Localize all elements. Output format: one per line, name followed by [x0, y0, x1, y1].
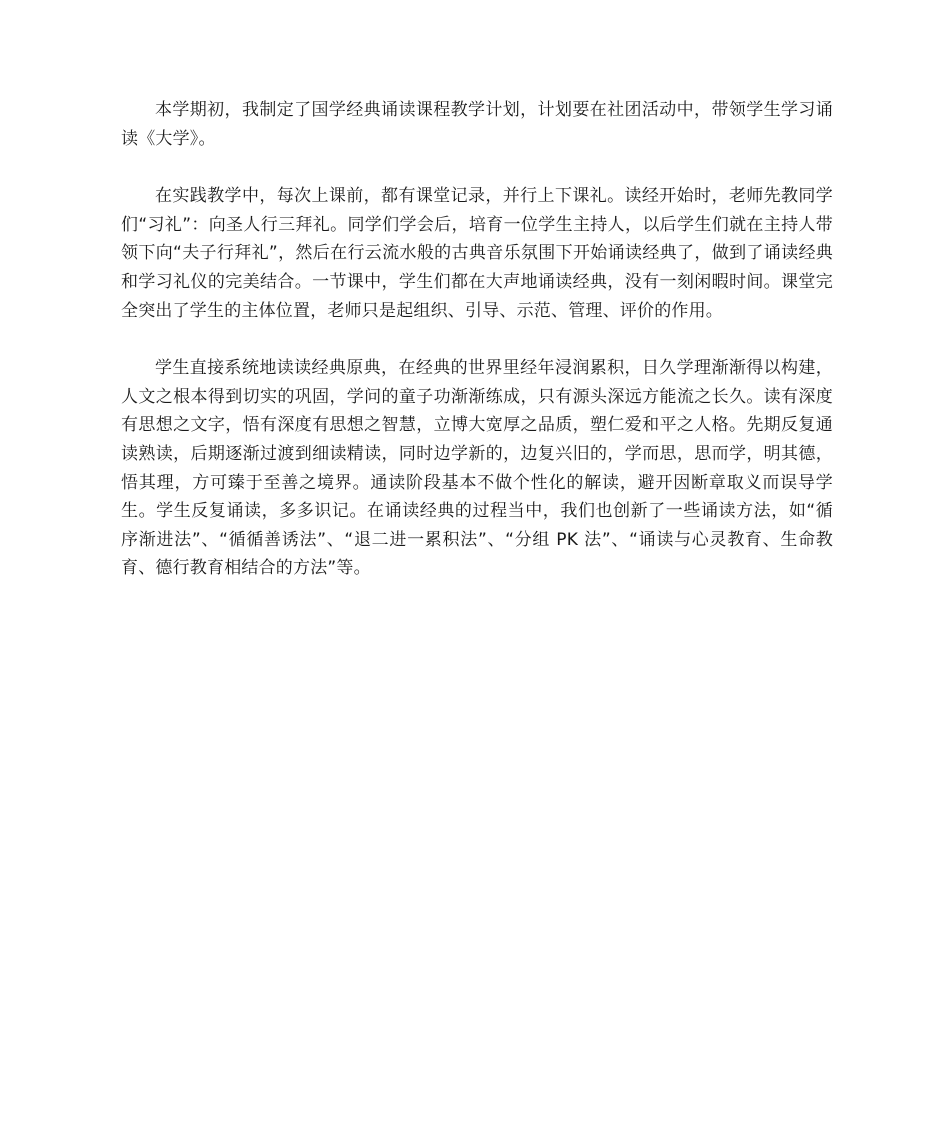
paragraph-1: 本学期初，我制定了国学经典诵读课程教学计划，计划要在社团活动中，带领学生学习诵读《大学》。	[121, 100, 833, 149]
paragraph-3: 学生直接系统地读读经典原典，在经典的世界里经年浸润累积，日久学理渐渐得以构建，人文之根本得到切实的巩固，学问的童子功渐渐练成，只有源头深远方能流之长久。读有深度有思想之文字，悟有深度有思想之智慧，立博大宽厚之品质，塑仁爱和平之人格。先期反复通读熟读，后期逐渐过渡到细读精读，同时边学新的，边复兴旧的，学而思，思而学，明其德，悟其理，方可臻于至善之境界。通读阶段基本不做个性化的解读，避开因断章取义而误导学生。学生反复诵读，多多识记。在诵读经典的过程当中，我们也创新了一些诵读方法，如“循序渐进法”、“循循善诱法”、“退二进一累积法”、“分组 PK 法”、“诵读与心灵教育、生命教育、德行教育相结合的方法”等。	[121, 358, 833, 579]
document-body	[121, 96, 833, 612]
paragraph-2: 在实践教学中，每次上课前，都有课堂记录，并行上下课礼。读经开始时，老师先教同学们“习礼”：向圣人行三拜礼。同学们学会后，培育一位学生主持人，以后学生们就在主持人带领下向“夫子行拜礼”，然后在行云流水般的古典音乐氛围下开始诵读经典了，做到了诵读经典和学习礼仪的完美结合。一节课中，学生们都在大声地诵读经典，没有一刻闲暇时间。课堂完全突出了学生的主体位置，老师只是起组织、引导、示范、管理、评价的作用。	[121, 186, 833, 321]
